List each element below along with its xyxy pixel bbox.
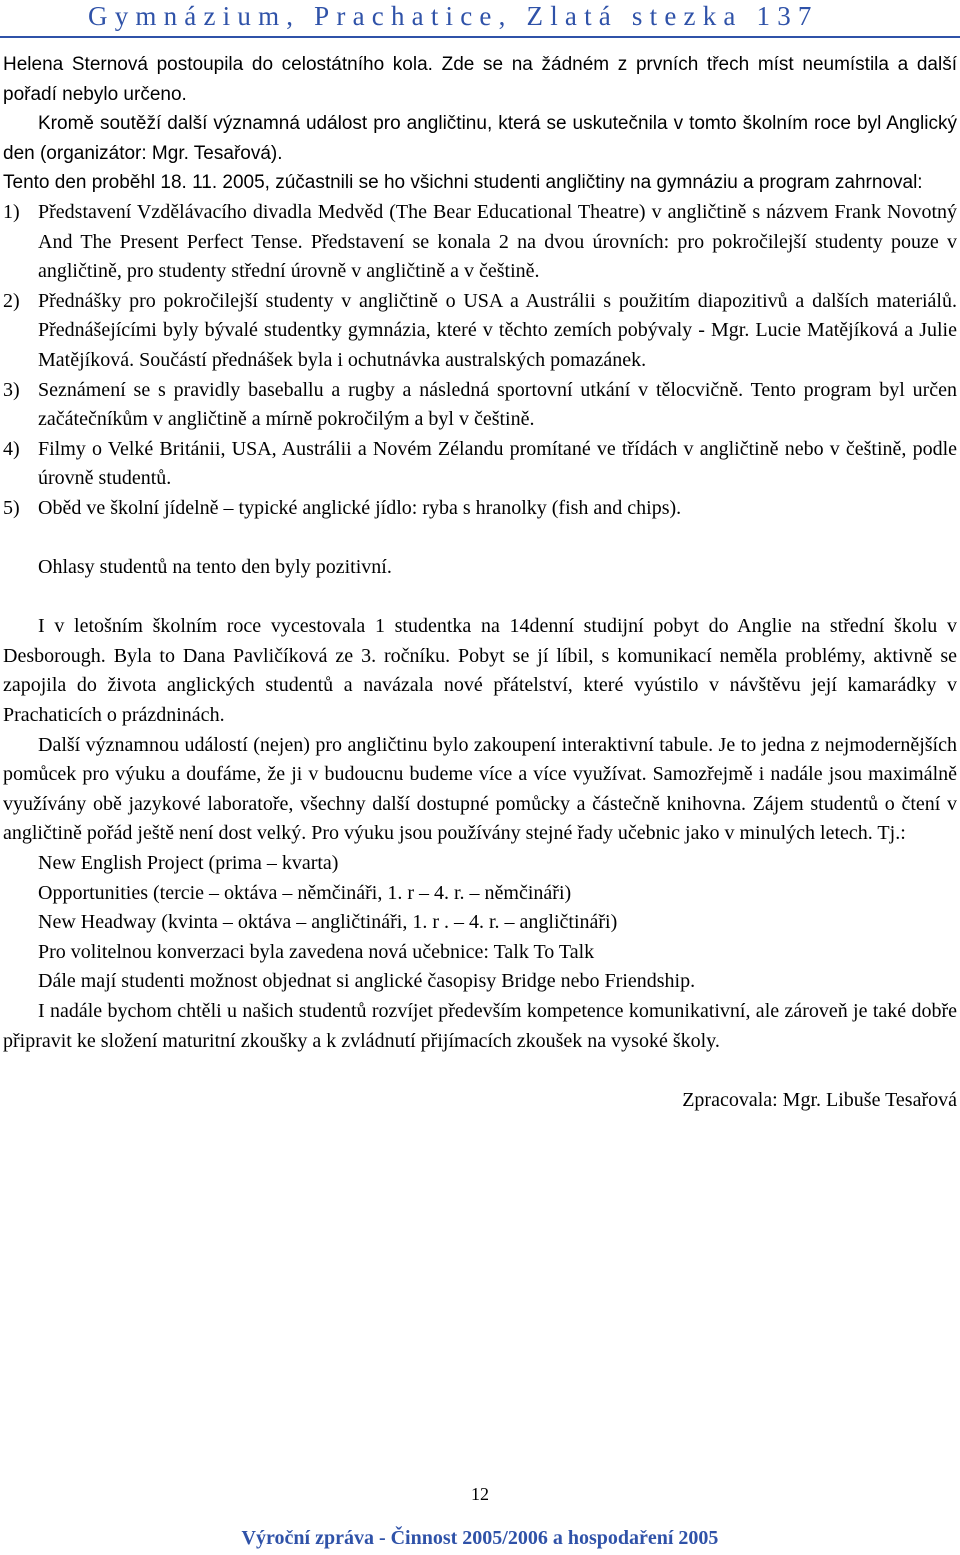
textbook-item: Opportunities (tercie – oktáva – němčináři, 1. r – 4. r. – němčináři) <box>38 881 572 904</box>
paragraph-sternova: Helena Sternová postoupila do celostátního kola. Zde se na žádném z prvních třech míst neumístila a další pořadí nebylo určeno. <box>3 54 957 105</box>
spacer <box>3 583 957 613</box>
header-divider <box>0 36 960 38</box>
list-item-number: 1) <box>3 200 20 223</box>
list-item-text: Filmy o Velké Británii, USA, Austrálii a Novém Zélandu promítané ve třídách v angličtině nebo v češtině, podle úrovně studentů. <box>38 437 957 490</box>
paragraph-ohlasy: Ohlasy studentů na tento den byly pozitivní. <box>38 556 392 579</box>
page-number: 12 <box>471 1484 489 1504</box>
list-item-text: Představení Vzdělávacího divadla Medvěd (The Bear Educational Theatre) v angličtině s názvem Frank Novotný And The Present Perfect Tense. Představení se konala 2 na dvou úrovních: pro pokročilejší studenty pouze v angličtině, pro studenty střední úrovně v angličtině a v češtině. <box>38 200 957 283</box>
program-list <box>3 198 957 524</box>
page-header-title: Gymnázium, Prachatice, Zlatá stezka 137 <box>88 1 819 31</box>
paragraph-anglicky-den: Kromě soutěží další významná událost pro angličtinu, která se uskutečnila v tomto školním roce byl Anglický den (organizátor: Mgr. Tesařová). <box>3 113 957 164</box>
textbook-item: Dále mají studenti možnost objednat si anglické časopisy Bridge nebo Friendship. <box>38 970 696 993</box>
list-item <box>3 494 957 524</box>
textbook-list <box>3 849 957 997</box>
paragraph-program-intro <box>3 168 957 198</box>
list-item <box>3 376 957 435</box>
list-item-number: 4) <box>3 437 20 460</box>
paragraph-kompetence: I nadále bychom chtěli u našich studentů rozvíjet především kompetence komunikativní, ale zároveň je také dobře připravit ke složení maturitní zkoušky a k zvládnutí přijímacích zkoušek na vysoké školy. <box>3 1000 957 1052</box>
list-item-number: 3) <box>3 378 20 401</box>
signature: Zpracovala: Mgr. Libuše Tesařová <box>682 1088 957 1111</box>
page-footer: Výroční zpráva - Činnost 2005/2006 a hospodaření 2005 <box>241 1527 719 1549</box>
list-item <box>3 198 957 287</box>
textbook-item: New Headway (kvinta – oktáva – angličtináři, 1. r . – 4. r. – angličtináři) <box>38 911 618 934</box>
list-item-text: Seznámení se s pravidly baseballu a rugby a následná sportovní utkání v tělocvičně. Tento program byl určen začátečníkům v angličtině a mírně pokročilým a byl v češtině. <box>38 378 957 431</box>
list-item-number: 5) <box>3 496 20 519</box>
list-item-number: 2) <box>3 289 20 312</box>
list-item-text: Přednášky pro pokročilejší studenty v angličtině o USA a Austrálii s použitím diapozitivů a dalších materiálů. Přednášejícími byly bývalé studentky gymnázia, které v těchto zemích pobývaly - Mgr. Lucie Matějíková a Julie Matějíková. Součástí přednášek byla i ochutnávka australských pomazánek. <box>38 289 957 371</box>
list-item-text: Oběd ve školní jídelně – typické anglické jídlo: ryba s hranolky (fish and chips). <box>38 496 682 519</box>
textbook-item: New English Project (prima – kvarta) <box>38 852 339 875</box>
list-item <box>3 287 957 376</box>
document-body <box>3 50 957 1115</box>
spacer <box>3 524 957 554</box>
list-item <box>3 435 957 494</box>
textbook-item: Pro volitelnou konverzaci byla zavedena nová učebnice: Talk To Talk <box>38 940 595 963</box>
paragraph-program-intro-text: Tento den proběhl 18. 11. 2005, zúčastnili se ho všichni studenti angličtiny na gymnáziu a program zahrnoval: <box>3 172 923 194</box>
paragraph-studijni-pobyt: I v letošním školním roce vycestovala 1 studentka na 14denní studijní pobyt do Anglie na střední školu v Desborough. Byla to Dana Pavličíková ze 3. ročníku. Pobyt se jí líbil, s komunikací neměla problémy, aktivně se zapojila do života anglických studentů a navázala nové přátelství, které vyústilo v návštěvu její kamarádky v Prachaticích o prázdninách. <box>3 615 957 727</box>
paragraph-interaktivni-tabule: Další významnou událostí (nejen) pro angličtinu bylo zakoupení interaktivní tabule. Je to jedna z nejmodernějších pomůcek pro výuku a doufáme, že ji v budoucnu budeme více a více využívat. Samozřejmě i nadále jsou maximálně využívány obě jazykové laboratoře, všechny další dostupné pomůcky a částečně knihovna. Zájem studentů o čtení v angličtině pořád ještě není dost velký. Pro výuku jsou používány stejné řady učebnic jako v minulých letech. Tj.: <box>3 733 957 845</box>
